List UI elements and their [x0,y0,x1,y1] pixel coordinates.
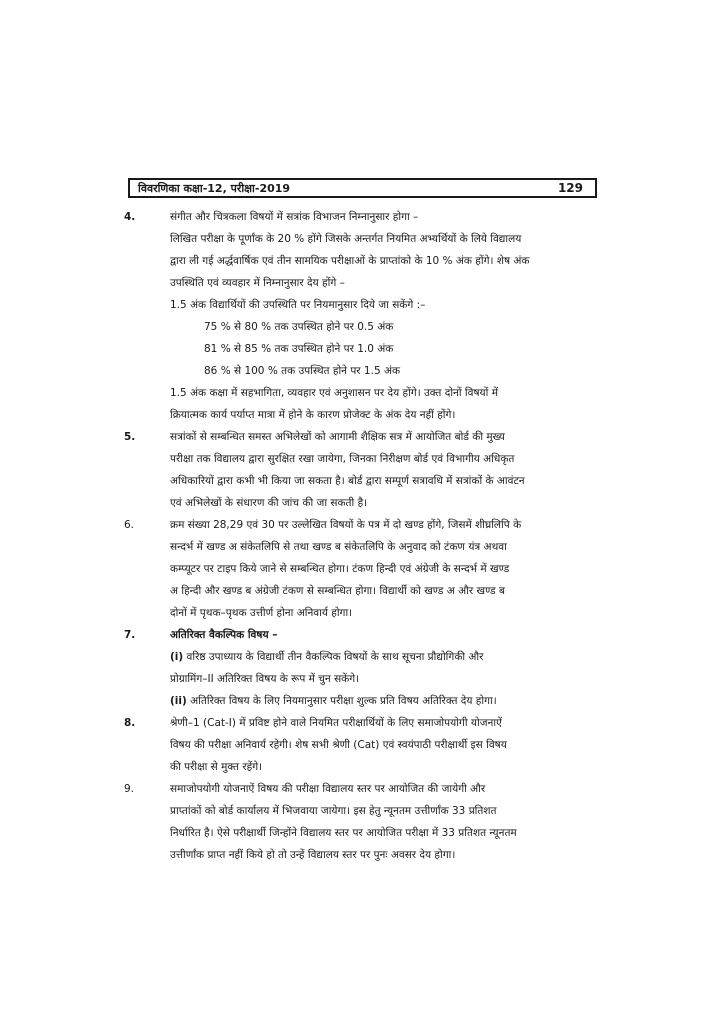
section-number: 4. [124,211,136,223]
section-4 [124,206,610,426]
section-number: 7. [124,629,136,641]
item-mark: (ii) [170,695,187,707]
text-line: दोनों में पृथक–पृथक उत्तीर्ण होना अनिवार्य होगा। [170,607,353,619]
text-line: उपस्थिति एवं व्यवहार में निम्नानुसार देय होंगे – [170,277,345,289]
attendance-row: 86 % से 100 % तक उपस्थित होने पर 1.5 अंक [204,365,401,377]
item-mark: (i) [170,651,184,663]
text-line: की परीक्षा से मुक्त रहेंगे। [170,761,263,773]
text-line: परीक्षा तक विद्यालय द्वारा सुरक्षित रखा जायेगा, जिनका निरीक्षण बोर्ड एवं विभागीय अधिकृत [170,453,515,465]
text-line: 1.5 अंक कक्षा में सहभागिता, व्यवहार एवं अनुशासन पर देय होंगे। उक्त दोनों विषयों में [170,387,498,399]
header-title: विवरणिका कक्षा-12, परीक्षा-2019 [138,181,291,195]
section-number: 8. [124,717,136,729]
section-5 [124,426,610,514]
page-header [128,178,597,198]
text-line: संगीत और चित्रकला विषयों में सत्रांक विभाजन निम्नानुसार होगा – [170,211,419,223]
page-number: 129 [557,181,583,195]
text-line: निर्धारित है। ऐसे परीक्षार्थी जिन्होंने विद्यालय स्तर पर आयोजित परीक्षा में 33 प्रतिशत न्यूनतम [170,827,517,839]
text-line: क्रम संख्या 28,29 एवं 30 पर उल्लेखित विषयों के पत्र में दो खण्ड होंगे, जिसमें शीघ्रलिपि के [170,519,522,531]
text-line: लिखित परीक्षा के पूर्णांक के 20 % होंगे जिसके अन्तर्गत नियमित अभ्यर्थियों के लिये विद्यालय [170,233,522,245]
section-7 [124,624,610,712]
text-line: विषय की परीक्षा अनिवार्य रहेगी। शेष सभी श्रेणी (Cat) एवं स्वयंपाठी परीक्षार्थी इस विषय [170,739,507,751]
text-line: प्रोग्रामिंग–II अतिरिक्त विषय के रूप में चुन सकेंगे। [170,673,360,685]
text-line: अतिरिक्त विषय के लिए नियमानुसार परीक्षा शुल्क प्रति विषय अतिरिक्त देय होगा। [190,695,497,707]
text-line: कम्प्यूटर पर टाइप किये जाने से सम्बन्धित होगा। टंकण हिन्दी एवं अंग्रेजी के सन्दर्भ में खण्ड [170,563,510,575]
section-heading: अतिरिक्त वैकल्पिक विषय – [170,629,278,641]
text-line: समाजोपयोगी योजनाऐं विषय की परीक्षा विद्यालय स्तर पर आयोजित की जायेगी और [170,783,486,795]
section-number: 9. [124,783,135,795]
text-line: सन्दर्भ में खण्ड अ संकेतलिपि से तथा खण्ड ब संकेतलिपि के अनुवाद को टंकण यंत्र अथवा [170,541,507,553]
text-line: द्वारा ली गई अर्द्धवार्षिक एवं तीन सामयिक परीक्षाओं के प्राप्तांको के 10 % अंक होंगे। शेष अंक [170,255,530,267]
text-line: वरिष्ठ उपाध्याय के विद्यार्थी तीन वैकल्पिक विषयों के साथ सूचना प्रौद्योगिकी और [186,651,484,663]
text-line: उत्तीर्णांक प्राप्त नहीं किये हो तो उन्हें विद्यालय स्तर पर पुनः अवसर देय होगा। [170,849,456,861]
section-number: 6. [124,519,135,531]
section-9 [124,778,610,866]
document-body [124,206,610,866]
text-line: क्रियात्मक कार्य पर्याप्त मात्रा में होने के कारण प्रोजेक्ट के अंक देय नहीं होंगे। [170,409,456,421]
text-line: प्राप्तांकों को बोर्ड कार्यालय में भिजवाया जायेगा। इस हेतु न्यूनतम उत्तीर्णांक 33 प्रतिशत [170,805,497,817]
text-line: अ हिन्दी और खण्ड ब अंग्रेजी टंकण से सम्बन्धित होगा। विद्यार्थी को खण्ड अ और खण्ड ब [170,585,506,597]
text-line: अधिकारियों द्वारा कभी भी किया जा सकता है। बोर्ड द्वारा सम्पूर्ण सत्रावधि में सत्रांकों के आवंटन [170,475,525,487]
text-line: सत्रांकों से सम्बन्धित समस्त अभिलेखों को आगामी शैक्षिक सत्र में आयोजित बोर्ड की मुख्य [170,431,505,443]
list-item [170,646,610,668]
section-6 [124,514,610,624]
text-line: 1.5 अंक विद्यार्थियों की उपस्थिति पर नियमानुसार दिये जा सकेंगे :– [170,299,426,311]
section-8 [124,712,610,778]
text-line: श्रेणी–1 (Cat-I) में प्रविष्ट होने वाले नियमित परीक्षार्थियों के लिए समाजोपयोगी योजनाऐं [170,717,502,729]
list-item [170,690,610,712]
attendance-row: 75 % से 80 % तक उपस्थित होने पर 0.5 अंक [204,321,394,333]
attendance-row: 81 % से 85 % तक उपस्थित होने पर 1.0 अंक [204,343,394,355]
section-number: 5. [124,431,136,443]
text-line: एवं अभिलेखों के संधारण की जांच की जा सकती है। [170,497,368,509]
